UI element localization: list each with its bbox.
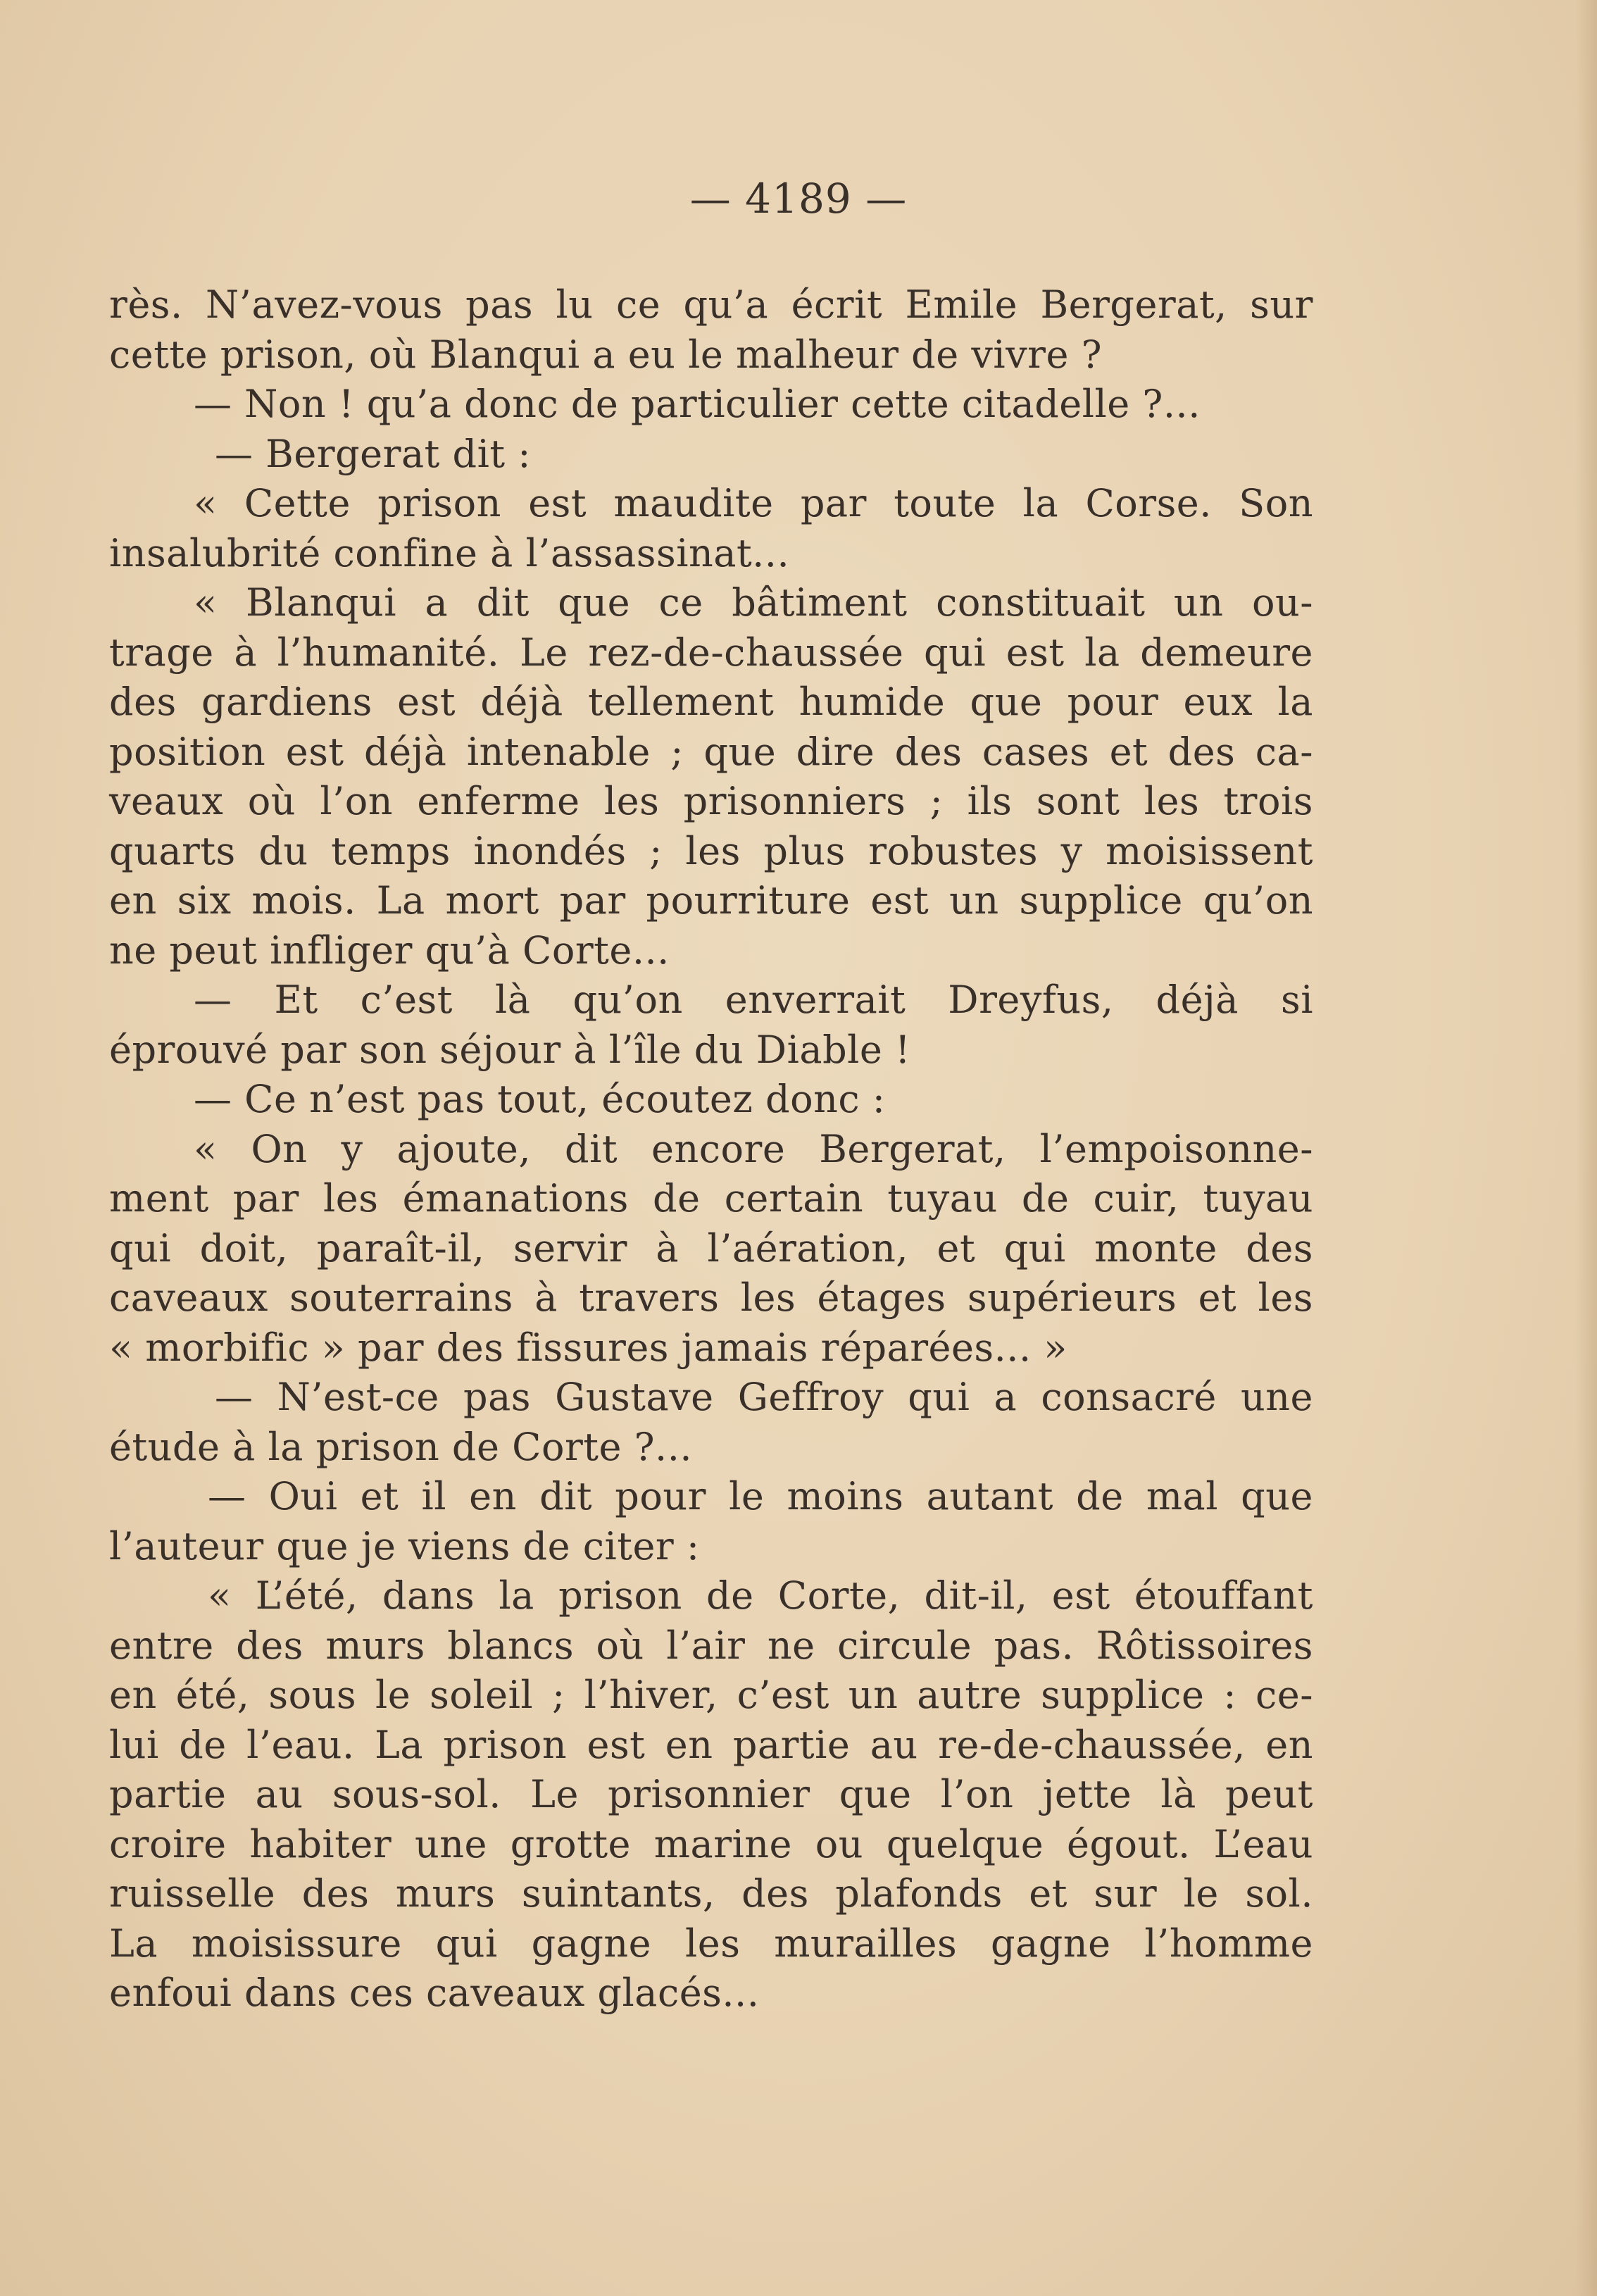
text-line: ruisselle des murs suintants, des plafonds et sur le sol. [109, 1871, 1313, 1916]
text-line: en été, sous le soleil ; l’hiver, c’est un autre supplice : ce- [109, 1673, 1313, 1717]
text-line: — Bergerat dit : [215, 431, 531, 476]
text-line: « On y ajoute, dit encore Bergerat, l’empoisonne- [194, 1126, 1313, 1171]
text-line: en six mois. La mort par pourriture est un supplice qu’on [109, 878, 1313, 923]
text-line: l’auteur que je viens de citer : [109, 1523, 700, 1568]
text-line: « Blanqui a dit que ce bâtiment constituait un ou- [194, 580, 1313, 625]
text-line: veaux où l’on enferme les prisonniers ; ils sont les trois [109, 779, 1313, 823]
text-line: caveaux souterrains à travers les étages supérieurs et les [109, 1275, 1313, 1320]
text-line: « Cette prison est maudite par toute la Corse. Son [194, 481, 1313, 525]
text-line: — N’est-ce pas Gustave Geffroy qui a consacré une [215, 1375, 1313, 1419]
text-line: — Et c’est là qu’on enverrait Dreyfus, déjà si [194, 978, 1313, 1022]
text-line: ment par les émanations de certain tuyau de cuir, tuyau [109, 1176, 1313, 1221]
text-line: éprouvé par son séjour à l’île du Diable ! [109, 1027, 911, 1072]
text-line: étude à la prison de Corte ?... [109, 1424, 693, 1469]
text-line: partie au sous-sol. Le prisonnier que l’on jette là peut [109, 1772, 1313, 1816]
text-line: quarts du temps inondés ; les plus robustes y moisissent [109, 828, 1313, 873]
text-line: « morbific » par des fissures jamais réparées... » [109, 1325, 1067, 1370]
text-line: trage à l’humanité. Le rez-de-chaussée qui est la demeure [109, 630, 1313, 675]
text-line: enfoui dans ces caveaux glacés... [109, 1971, 760, 2015]
text-line: des gardiens est déjà tellement humide que pour eux la [109, 680, 1313, 724]
page-body-text [109, 280, 1313, 2019]
text-line: croire habiter une grotte marine ou quelque égout. L’eau [109, 1821, 1313, 1866]
text-line: — Oui et il en dit pour le moins autant de mal que [208, 1474, 1313, 1518]
text-line: « L’été, dans la prison de Corte, dit-il, est étouffant [208, 1573, 1313, 1618]
text-line: ne peut infliger qu’à Corte... [109, 928, 670, 973]
text-line: rès. N’avez-vous pas lu ce qu’a écrit Emile Bergerat, sur [109, 282, 1313, 327]
text-line: entre des murs blancs où l’air ne circule pas. Rôtissoires [109, 1623, 1313, 1668]
text-line: position est déjà intenable ; que dire des cases et des ca- [109, 729, 1313, 774]
text-line: La moisissure qui gagne les murailles gagne l’homme [109, 1921, 1313, 1966]
text-line: qui doit, paraît-il, servir à l’aération, et qui monte des [109, 1225, 1313, 1271]
page-number-header: — 4189 — [689, 175, 908, 223]
page-edge-shadow [1576, 0, 1597, 2296]
text-line: lui de l’eau. La prison est en partie au re-de-chaussée, en [109, 1722, 1313, 1767]
text-line: insalubrité confine à l’assassinat... [109, 530, 790, 575]
text-line: — Ce n’est pas tout, écoutez donc : [194, 1077, 886, 1121]
text-line: cette prison, où Blanqui a eu le malheur de vivre ? [109, 332, 1103, 377]
text-line: — Non ! qu’a donc de particulier cette citadelle ?... [194, 382, 1201, 426]
